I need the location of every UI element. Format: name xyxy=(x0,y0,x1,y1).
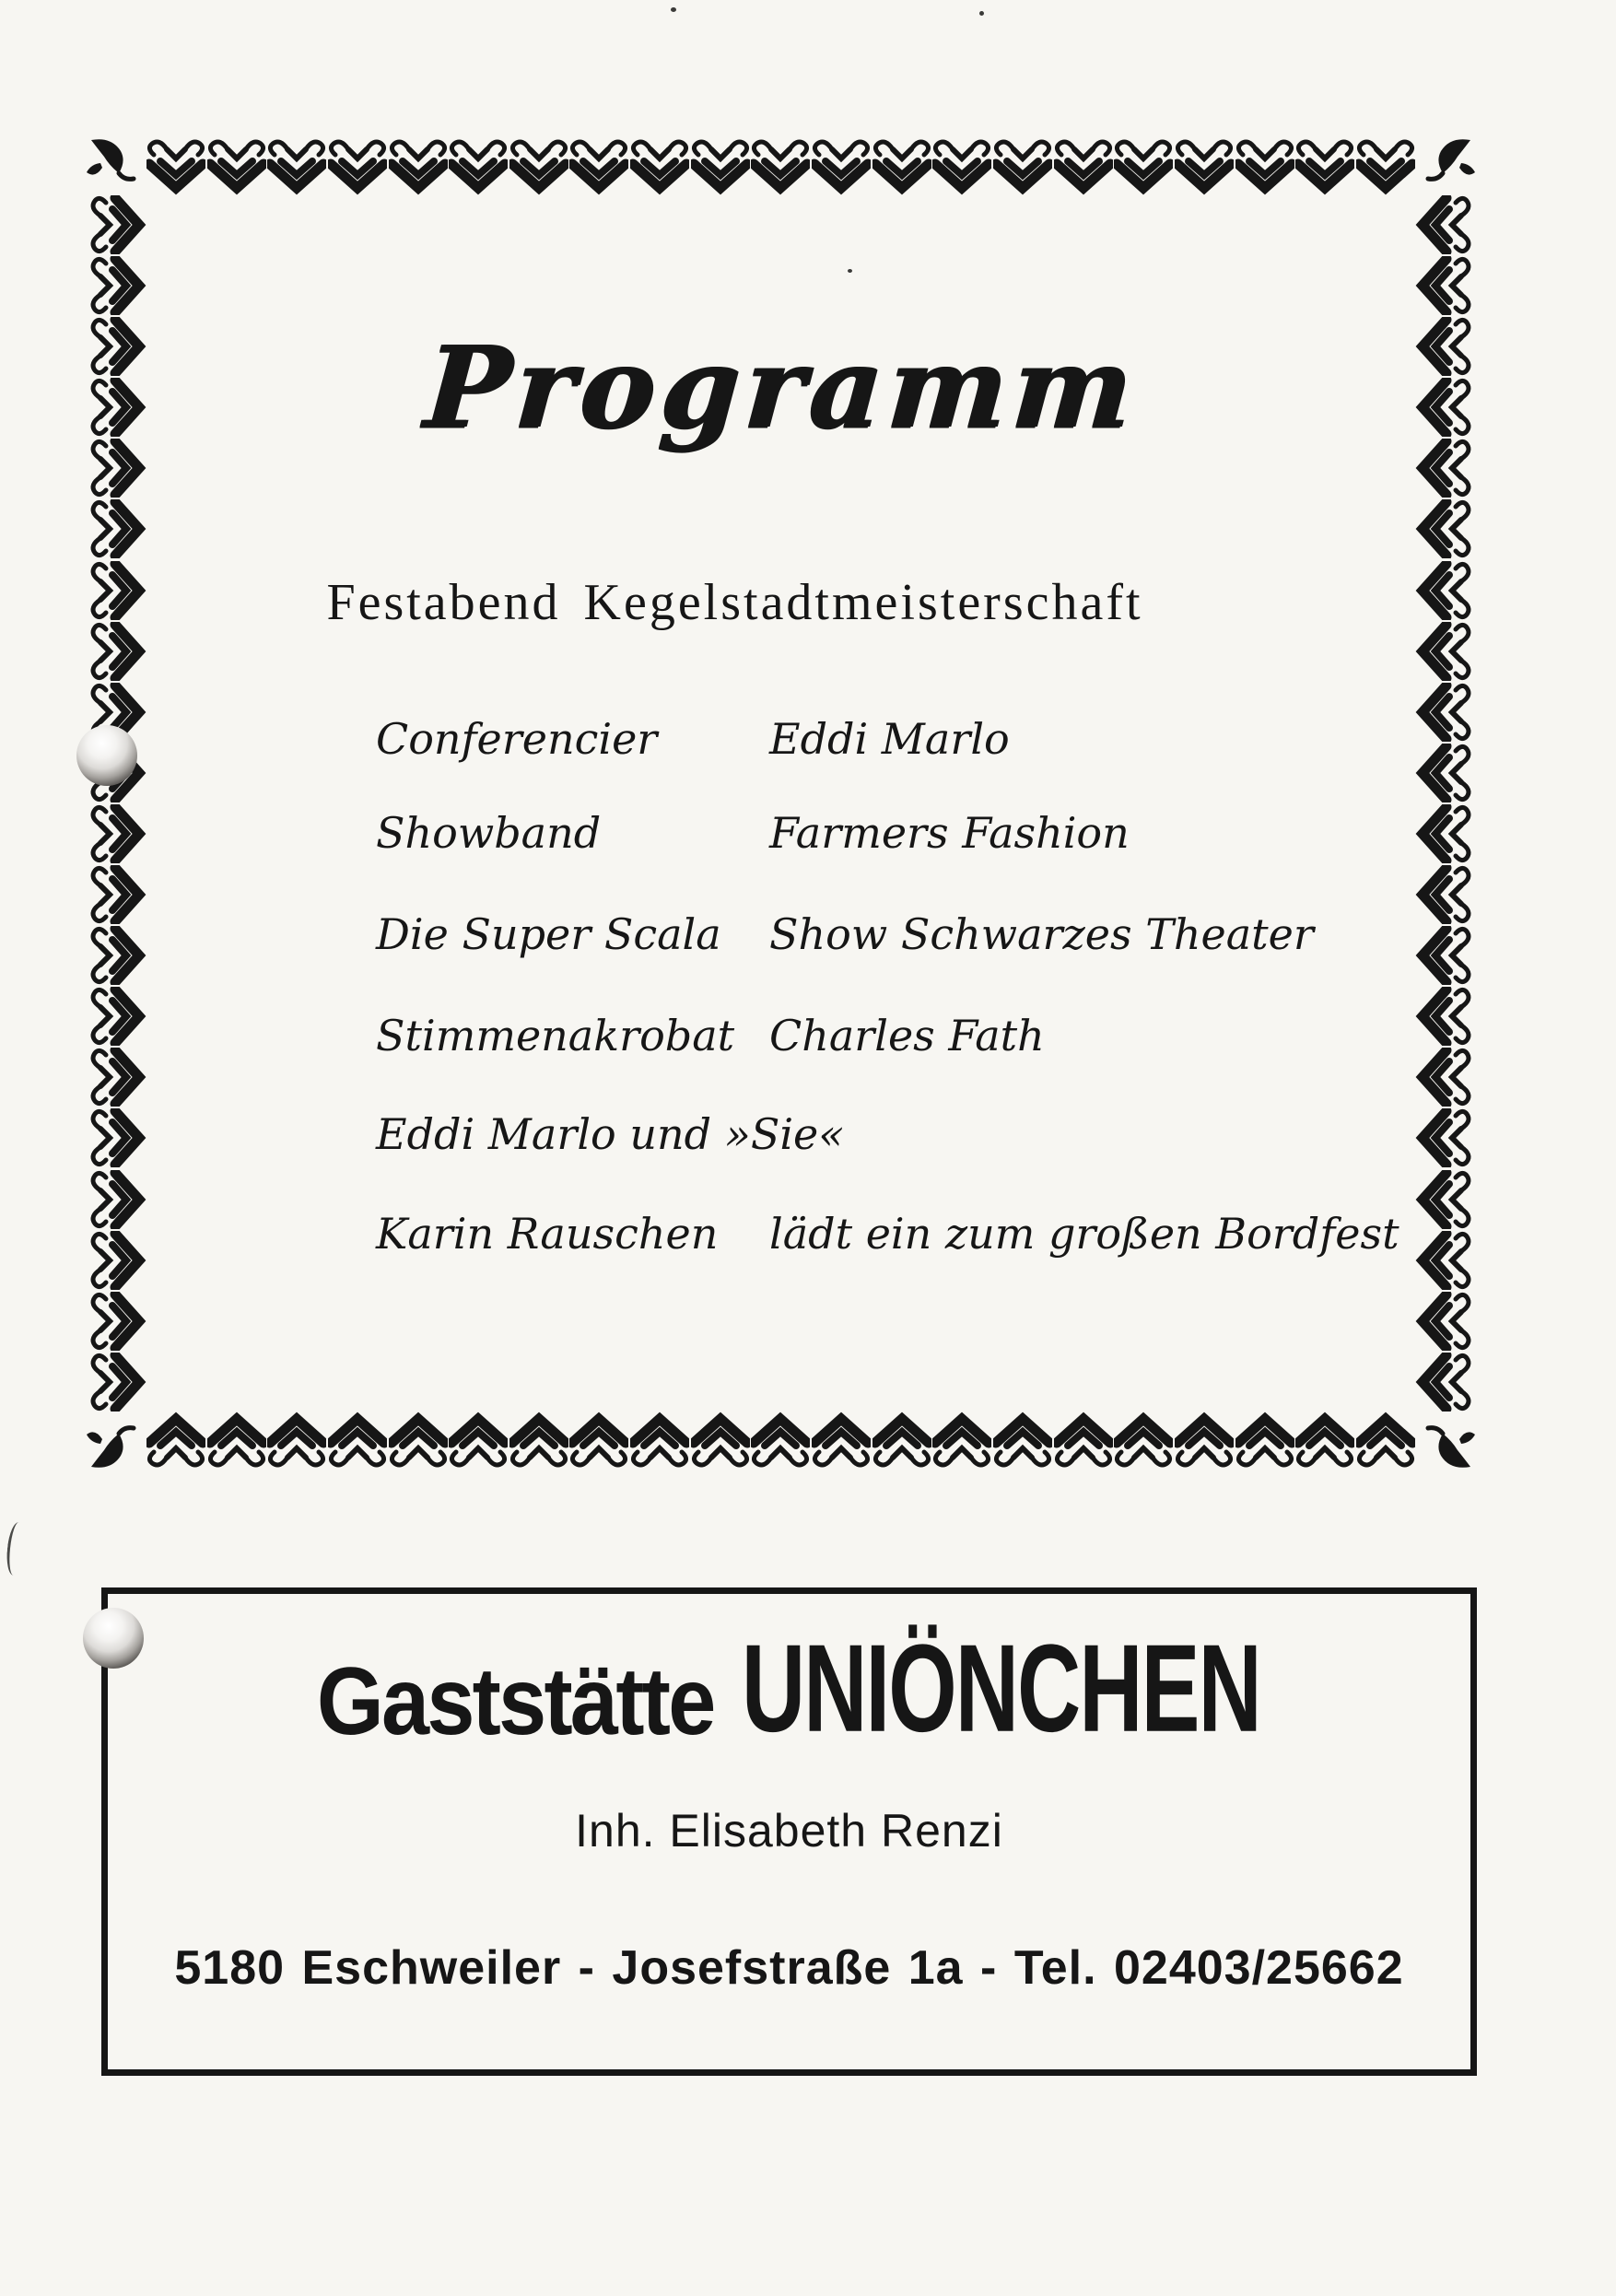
program-row xyxy=(376,714,1472,771)
heart-scroll-motif-icon xyxy=(207,1412,266,1470)
program-role: Conferencier xyxy=(376,714,658,764)
restaurant-type-label: Gaststätte xyxy=(317,1648,714,1755)
heart-scroll-motif-icon xyxy=(1415,622,1474,681)
corner-flourish-icon xyxy=(1421,131,1480,190)
program-row xyxy=(376,808,1472,865)
heart-scroll-motif-icon xyxy=(88,1292,146,1351)
program-performer: lädt ein zum großen Bordfest xyxy=(769,1209,1399,1259)
paper-speck xyxy=(671,7,676,12)
heart-scroll-motif-icon xyxy=(88,926,146,985)
advertisement-box xyxy=(101,1587,1477,2076)
heart-scroll-motif-icon xyxy=(88,1108,146,1167)
heart-scroll-motif-icon xyxy=(267,1412,326,1470)
program-role: Die Super Scala xyxy=(376,909,721,959)
heart-scroll-motif-icon xyxy=(88,499,146,558)
heart-scroll-motif-icon xyxy=(1415,1353,1474,1412)
leaf-flourish-icon xyxy=(82,131,141,190)
heart-scroll-motif-icon xyxy=(872,1412,931,1470)
heart-scroll-motif-icon xyxy=(569,1412,628,1470)
heart-scroll-motif-icon xyxy=(932,136,991,195)
heart-scroll-motif-icon xyxy=(1295,136,1354,195)
heart-scroll-motif-icon xyxy=(146,136,205,195)
heart-scroll-motif-icon xyxy=(932,1412,991,1470)
border-top-strip xyxy=(146,136,1415,195)
heart-scroll-motif-icon xyxy=(88,256,146,315)
heart-scroll-motif-icon xyxy=(751,1412,810,1470)
heart-scroll-motif-icon xyxy=(872,136,931,195)
paper-speck xyxy=(848,269,852,273)
program-role: Showband xyxy=(376,808,602,858)
heart-scroll-motif-icon xyxy=(267,136,326,195)
heart-scroll-motif-icon xyxy=(389,1412,448,1470)
program-row xyxy=(376,1109,1472,1166)
heart-scroll-motif-icon xyxy=(1114,1412,1173,1470)
heart-scroll-motif-icon xyxy=(1415,256,1474,315)
program-performer: Charles Fath xyxy=(769,1011,1045,1060)
heart-scroll-motif-icon xyxy=(509,1412,568,1470)
heart-scroll-motif-icon xyxy=(88,987,146,1046)
heart-scroll-motif-icon xyxy=(1175,1412,1234,1470)
heart-scroll-motif-icon xyxy=(449,1412,508,1470)
program-row xyxy=(376,909,1472,966)
heart-scroll-motif-icon xyxy=(812,1412,871,1470)
restaurant-owner: Inh. Elisabeth Renzi xyxy=(575,1805,1003,1857)
corner-flourish-icon xyxy=(1421,1417,1480,1476)
heart-scroll-motif-icon xyxy=(993,1412,1052,1470)
heart-scroll-motif-icon xyxy=(88,195,146,254)
heart-scroll-motif-icon xyxy=(207,136,266,195)
paper-speck xyxy=(979,11,984,16)
advertisement-headline xyxy=(108,1619,1470,1759)
program-performer: Farmers Fashion xyxy=(769,808,1130,858)
heart-scroll-motif-icon xyxy=(1415,499,1474,558)
program-row xyxy=(376,1011,1472,1068)
heart-scroll-motif-icon xyxy=(88,1170,146,1229)
heart-scroll-motif-icon xyxy=(389,136,448,195)
heart-scroll-motif-icon xyxy=(509,136,568,195)
heart-scroll-motif-icon xyxy=(1114,136,1173,195)
program-role: Eddi Marlo und »Sie« xyxy=(376,1109,845,1159)
program-performer: Eddi Marlo xyxy=(769,714,1010,764)
border-bottom-strip xyxy=(146,1412,1415,1470)
heart-scroll-motif-icon xyxy=(88,1048,146,1107)
heart-scroll-motif-icon xyxy=(88,1231,146,1290)
heart-scroll-motif-icon xyxy=(1295,1412,1354,1470)
heart-scroll-motif-icon xyxy=(630,1412,689,1470)
program-performer: Show Schwarzes Theater xyxy=(769,909,1314,959)
restaurant-address: 5180 Eschweiler - Josefstraße 1a - Tel. 02403/25662 xyxy=(174,1941,1404,1995)
heart-scroll-motif-icon xyxy=(328,136,387,195)
heart-scroll-motif-icon xyxy=(1235,1412,1294,1470)
heart-scroll-motif-icon xyxy=(1415,195,1474,254)
leaf-flourish-icon xyxy=(1421,1417,1480,1476)
heart-scroll-motif-icon xyxy=(328,1412,387,1470)
heart-scroll-motif-icon xyxy=(1054,1412,1113,1470)
punch-hole-ball xyxy=(76,725,137,786)
heart-scroll-motif-icon xyxy=(88,865,146,924)
program-role: Karin Rauschen xyxy=(376,1209,719,1259)
heart-scroll-motif-icon xyxy=(1235,136,1294,195)
heart-scroll-motif-icon xyxy=(88,1353,146,1412)
heart-scroll-motif-icon xyxy=(751,136,810,195)
page-title: Programm xyxy=(420,321,1142,453)
corner-flourish-icon xyxy=(82,1417,141,1476)
heart-scroll-motif-icon xyxy=(569,136,628,195)
heart-scroll-motif-icon xyxy=(630,136,689,195)
heart-scroll-motif-icon xyxy=(993,136,1052,195)
leaf-flourish-icon xyxy=(1421,131,1480,190)
heart-scroll-motif-icon xyxy=(1356,1412,1415,1470)
heart-scroll-motif-icon xyxy=(146,1412,205,1470)
program-role: Stimmenakrobat xyxy=(376,1011,735,1060)
heart-scroll-motif-icon xyxy=(449,136,508,195)
heart-scroll-motif-icon xyxy=(691,1412,750,1470)
corner-flourish-icon xyxy=(82,131,141,190)
heart-scroll-motif-icon xyxy=(691,136,750,195)
scratch-mark xyxy=(5,1521,28,1576)
heart-scroll-motif-icon xyxy=(1356,136,1415,195)
heart-scroll-motif-icon xyxy=(1054,136,1113,195)
heart-scroll-motif-icon xyxy=(812,136,871,195)
heart-scroll-motif-icon xyxy=(1175,136,1234,195)
heart-scroll-motif-icon xyxy=(1415,1292,1474,1351)
heart-scroll-motif-icon xyxy=(88,804,146,863)
leaf-flourish-icon xyxy=(82,1417,141,1476)
program-row xyxy=(376,1209,1472,1266)
punch-hole-ball xyxy=(83,1608,144,1669)
page-subtitle: Festabend Kegelstadtmeisterschaft xyxy=(326,574,1143,631)
heart-scroll-motif-icon xyxy=(1415,561,1474,620)
restaurant-name: UNIÖNCHEN xyxy=(741,1619,1260,1759)
